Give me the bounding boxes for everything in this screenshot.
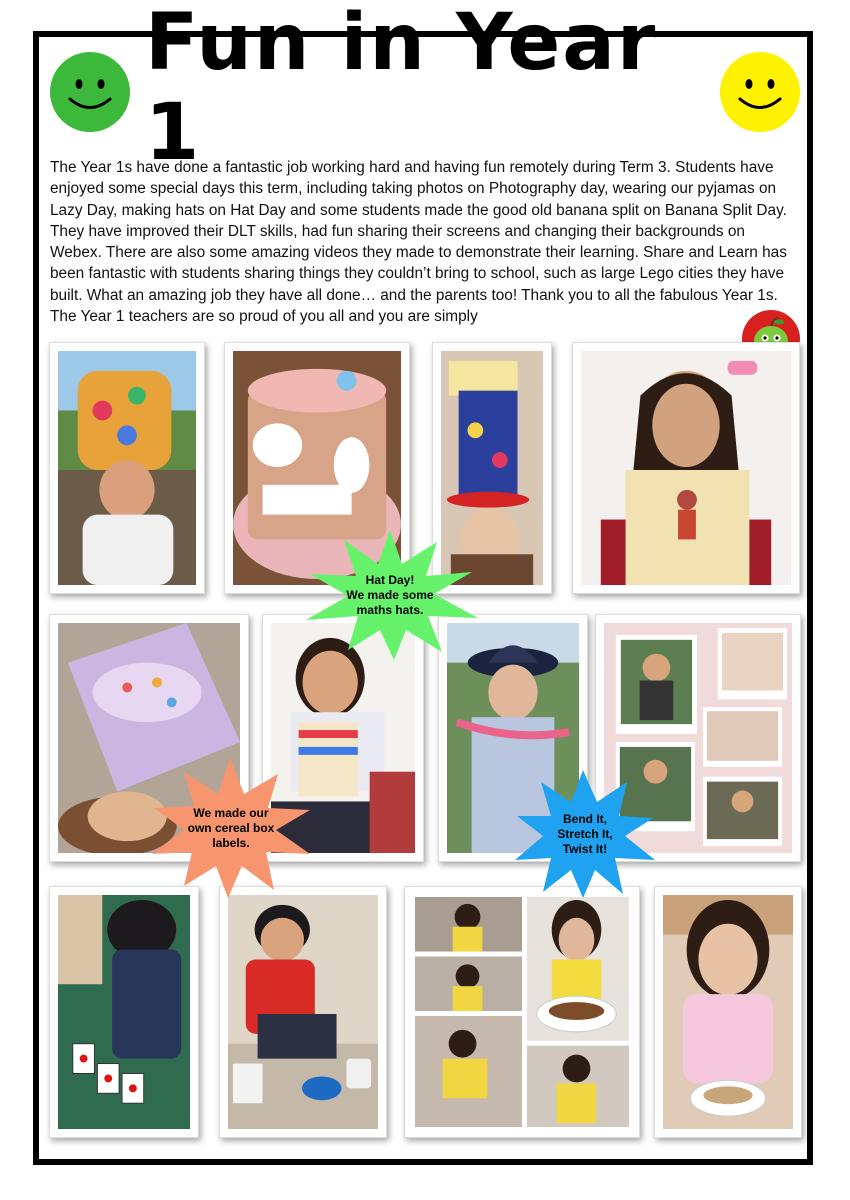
bend-caption-line-3: Twist It!	[562, 841, 608, 856]
hat-day-caption-line-2: We made some	[346, 587, 434, 602]
intro-paragraph: The Year 1s have done a fantastic job working hard and having fun remotely during Term 3. Students have enjoyed some special days this term, including taking photos on Photography day, wearing our pyjamas on Lazy Day, making hats on Hat Day and some students made the good old banana split on Banana Split Day. They have improved their DLT skills, had fun sharing their screens and changing their backgrounds on Webex. There are also some amazing videos they made to demonstrate their learning. Share and Learn has been fantastic with students sharing things they couldn’t bring to school, such as large Lego cities they have built. What an amazing job they have all done… and the parents too! Thank you to all the fabulous Year 1s. The Year 1 teachers are so proud of you all and you are simply	[50, 159, 787, 326]
girl-dad-drawing-photo	[572, 342, 800, 594]
hat-day-caption-burst	[302, 530, 478, 660]
hat-day-caption-line-3: maths hats.	[356, 602, 424, 617]
bend-caption-line-1: Bend It,	[563, 811, 607, 826]
boy-cards-photo	[49, 886, 199, 1138]
yellow-smiley-icon	[720, 52, 800, 132]
bend-it-caption-burst	[515, 770, 655, 898]
page-title: Fun in Year 1	[145, 0, 658, 178]
banana-split-collage	[404, 886, 640, 1138]
boy-cooking-photo	[219, 886, 387, 1138]
boy-hat-photo	[49, 342, 205, 594]
cereal-caption-line-1: We made our	[193, 805, 269, 820]
green-smiley-icon	[50, 52, 130, 132]
cereal-caption-line-2: own cereal box	[187, 820, 275, 835]
hat-day-caption-line-1: Hat Day!	[365, 572, 415, 587]
bend-caption-line-2: Stretch It,	[557, 826, 613, 841]
girl-banana-split-photo	[654, 886, 802, 1138]
cereal-box-caption-burst	[150, 758, 312, 898]
cereal-caption-line-3: labels.	[212, 835, 250, 850]
